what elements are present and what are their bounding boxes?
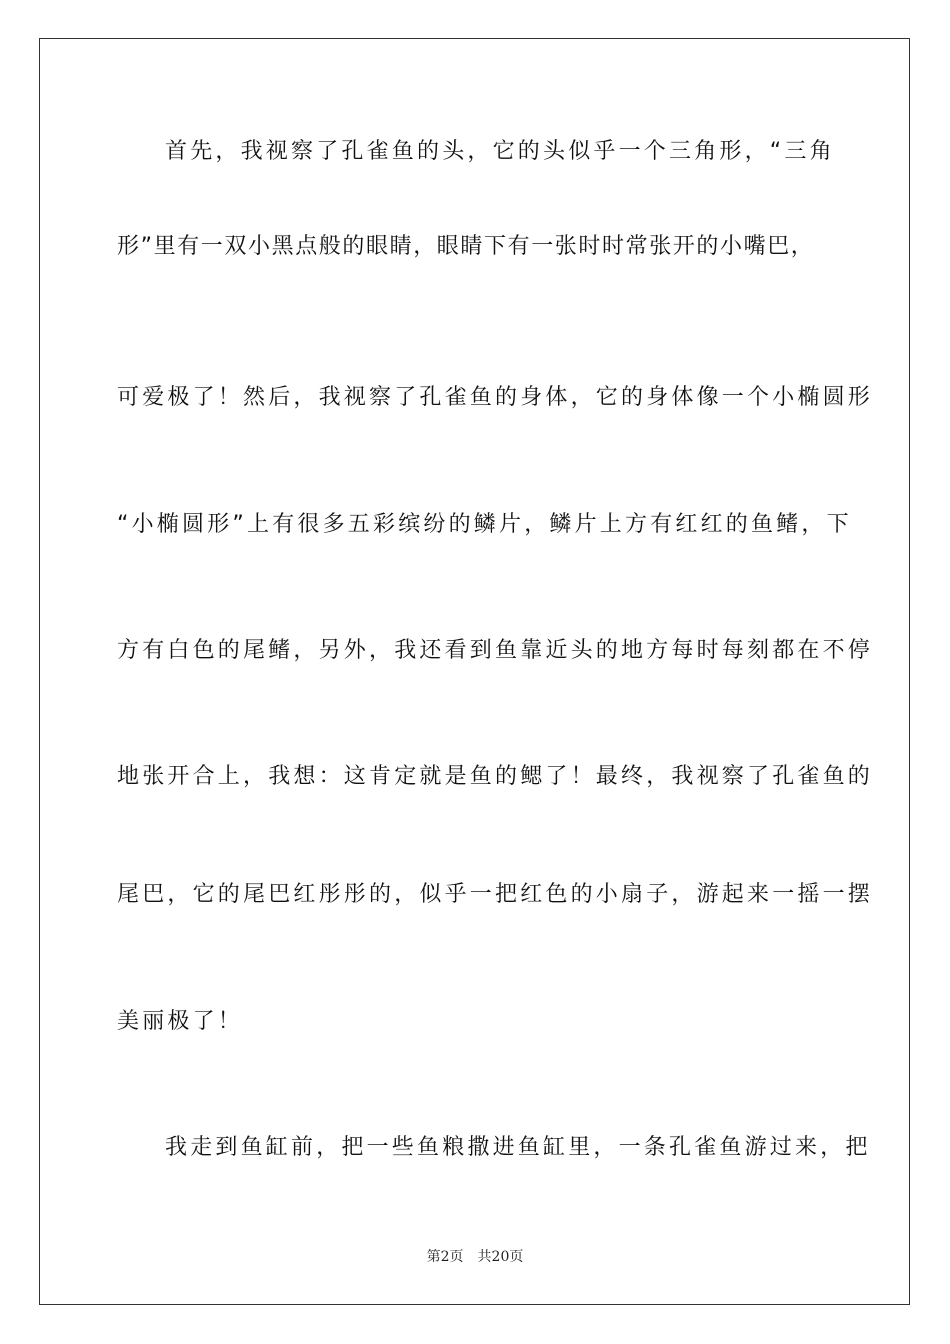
paragraph-line-6: 地张开合上，我想：这肯定就是鱼的鳃了！最终，我视察了孔雀鱼的	[117, 764, 874, 789]
page-total: 共20页	[477, 1249, 524, 1265]
paragraph-line-5: 方有白色的尾鳍，另外，我还看到鱼靠近头的地方每时每刻都在不停	[117, 638, 874, 663]
page-border	[39, 38, 910, 1305]
paragraph-line-1: 首先，我视察了孔雀鱼的头，它的头似乎一个三角形，“三角	[165, 139, 835, 164]
paragraph-line-2: 形”里有一双小黑点般的眼睛，眼睛下有一张时时常张开的小嘴巴，	[117, 234, 815, 259]
page-footer	[0, 1248, 950, 1266]
paragraph-line-3: 可爱极了！然后，我视察了孔雀鱼的身体，它的身体像一个小椭圆形	[117, 385, 874, 410]
page-number: 第2页	[426, 1249, 464, 1265]
paragraph-line-7: 尾巴，它的尾巴红彤彤的，似乎一把红色的小扇子，游起来一摇一摆	[117, 882, 874, 907]
paragraph-line-8: 美丽极了！	[117, 1009, 244, 1034]
paragraph-line-4: “小椭圆形”上有很多五彩缤纷的鳞片，鳞片上方有红红的鱼鳍，下	[117, 512, 852, 537]
paragraph-line-9: 我走到鱼缸前，把一些鱼粮撒进鱼缸里，一条孔雀鱼游过来，把	[165, 1135, 871, 1160]
